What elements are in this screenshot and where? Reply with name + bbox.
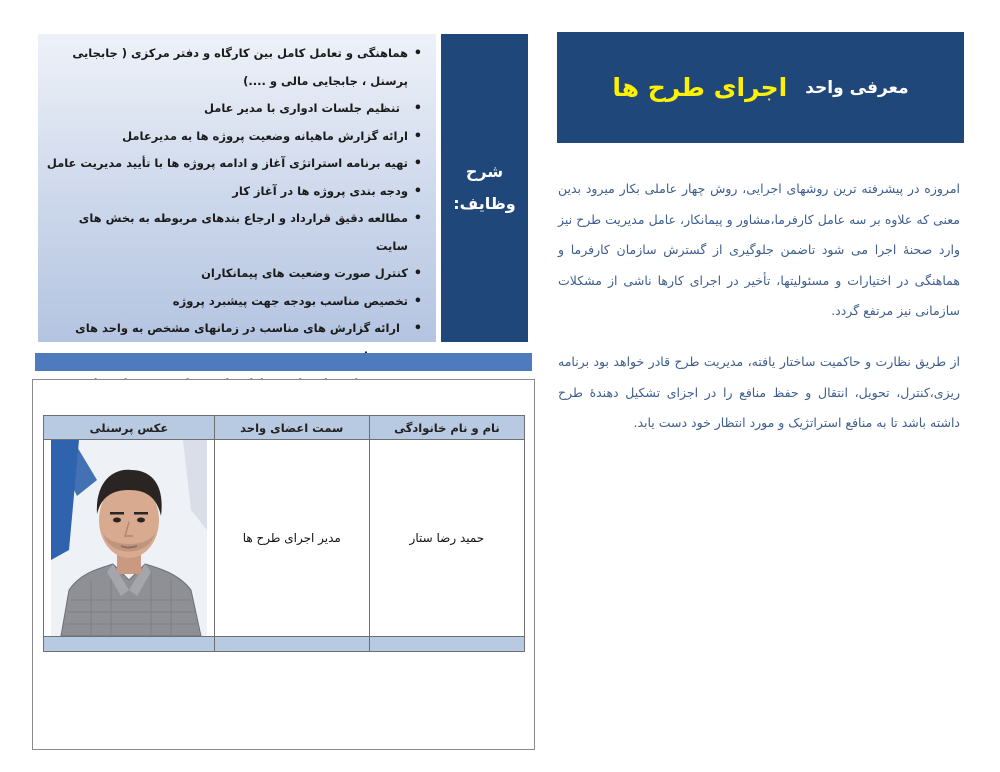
duties-label-box <box>441 34 528 342</box>
member-role: مدیر اجرای طرح ها <box>214 440 369 637</box>
member-photo-cell <box>44 440 215 637</box>
duties-label-line2: وظایف: <box>453 194 516 213</box>
table-header-row <box>44 416 525 440</box>
table-row <box>44 440 525 637</box>
table-footer-row <box>44 637 525 652</box>
duty-item: • ودجه بندی پروژه ها در آغاز کار <box>44 178 422 206</box>
header-banner <box>557 32 964 143</box>
duties-list <box>38 34 436 398</box>
intro-paragraph-1: امروزه در پیشرفته ترین روشهای اجرایی، روش چهار عاملی بکار میرود بدین معنی که علاوه بر سه عامل کارفرما،مشاور و پیمانکار، عامل مدیریت طرح نیز وارد صحنهٔ اجرا می شود تاضمن جلوگیری از گسترش سازمان کارفرما و هماهنگی در اختیارات و مسئولیتها، تأخیر در اجرای کارها ناشی از مشکلات سازمانی نیز مرتفع گردد. <box>558 181 960 318</box>
duty-item: • تخصیص مناسب بودجه جهت پیشبرد پروژه <box>44 288 422 316</box>
member-card <box>32 379 535 750</box>
column-header-role: سمت اعضای واحد <box>214 416 369 440</box>
members-table <box>43 415 525 652</box>
duty-item: • کنترل صورت وضعیت های پیمانکاران <box>44 260 422 288</box>
member-name: حمید رضا ستار <box>369 440 524 637</box>
duty-item: • تنظیم جلسات ادواری با مدیر عامل <box>44 95 422 123</box>
divider-bar <box>35 353 532 371</box>
duties-label-line1: شرح <box>465 162 504 181</box>
duty-item: • هماهنگی و تعامل کامل بین کارگاه و دفتر مرکزی ( جابجایی پرسنل ، جابجایی مالی و ....) <box>44 40 422 95</box>
intro-paragraph-2: از طریق نظارت و حاکمیت ساختار یافته، مدیریت طرح قادر خواهد بود برنامه ریزی،کنترل، تحویل، انتقال و حفظ منافع را در اجزای تشکیل دهندهٔ طرح داشته باشد تا به منافع استراتژیک و مورد انتظار خود دست یابد. <box>558 354 960 430</box>
duty-item: • ارائه گزارش های مناسب در زمانهای مشخص به واحد های <box>44 315 422 370</box>
member-photo <box>51 440 207 636</box>
column-header-photo: عکس پرسنلی <box>44 416 215 440</box>
unit-title: اجرای طرح ها <box>612 73 788 102</box>
duty-item: • تهیه برنامه استراتژی آغاز و ادامه پروژه ها با تأیید مدیریت عامل <box>44 150 422 178</box>
duty-item: • مطالعه دقیق قرارداد و ارجاع بندهای مربوطه به بخش های سایت <box>44 205 422 260</box>
column-header-name: نام و نام خانوادگی <box>369 416 524 440</box>
duty-item: • ارائه گزارش ماهیانه وضعیت پروژه ها به مدیرعامل <box>44 123 422 151</box>
header-prefix: معرفی واحد <box>805 77 909 98</box>
duties-label <box>453 156 515 220</box>
duties-panel <box>38 34 436 342</box>
portrait-image <box>51 440 207 636</box>
